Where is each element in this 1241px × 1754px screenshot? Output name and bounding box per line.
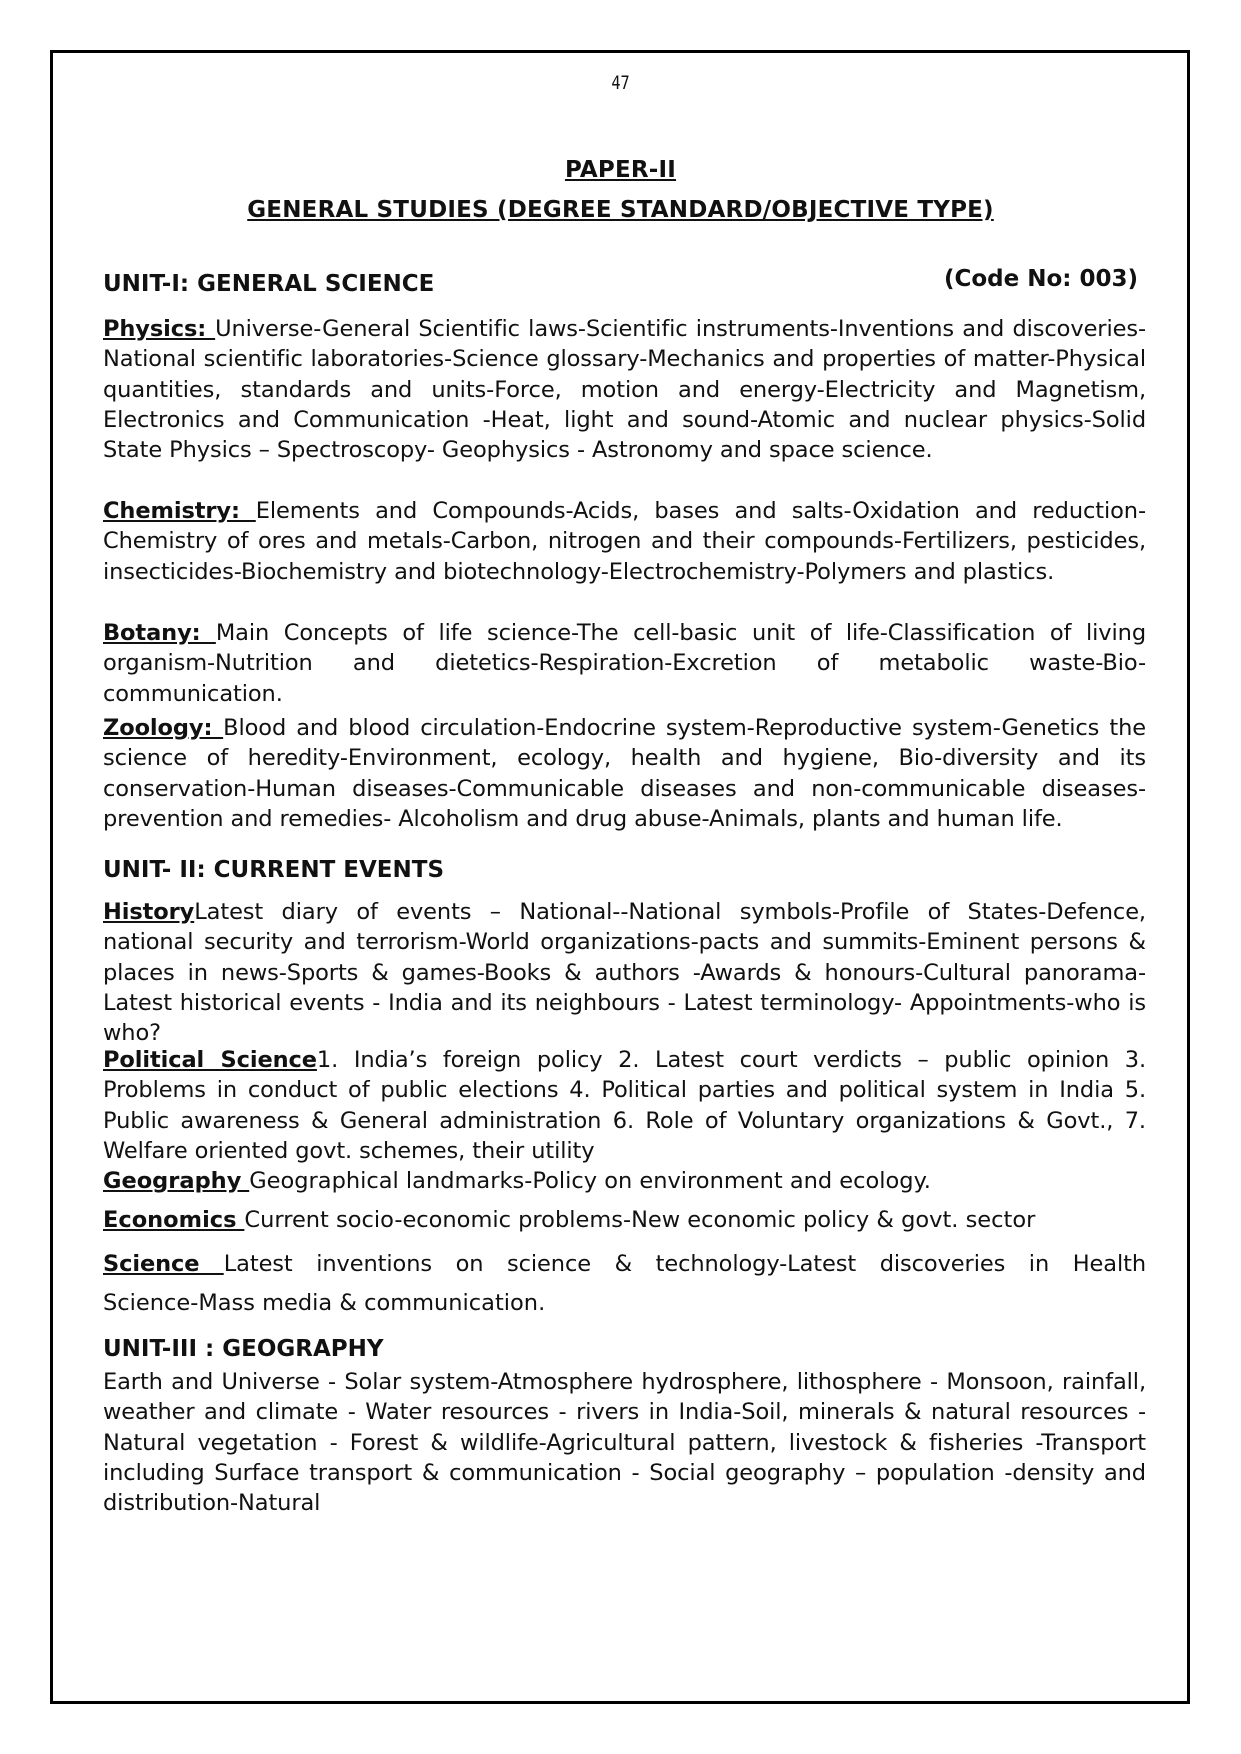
section-zoology bbox=[103, 713, 1146, 834]
section-label: Economics bbox=[103, 1207, 245, 1233]
section-label: Political Science bbox=[103, 1047, 317, 1073]
section-science bbox=[103, 1249, 1146, 1279]
section-text: Latest inventions on science & technology-Latest discoveries in Health bbox=[223, 1251, 1146, 1277]
paper-subtitle: GENERAL STUDIES (DEGREE STANDARD/OBJECTIVE TYPE) bbox=[247, 197, 994, 223]
section-political-science bbox=[103, 1045, 1146, 1166]
section-text: Main Concepts of life science-The cell-basic unit of life-Classification of living organism-Nutrition and dietetics-Respiration-Excretion of metabolic waste-Bio-communication. bbox=[103, 620, 1146, 707]
code-number: (Code No: 003) bbox=[943, 266, 1138, 292]
section-chemistry bbox=[103, 496, 1146, 587]
section-economics bbox=[103, 1207, 1035, 1233]
section-text: Current socio-economic problems-New economic policy & govt. sector bbox=[244, 1207, 1036, 1233]
section-label: Botany: bbox=[103, 620, 216, 646]
page-number: 47 bbox=[611, 72, 630, 94]
unit-heading: UNIT- II: CURRENT EVENTS bbox=[103, 857, 445, 883]
section-label: Geography bbox=[103, 1168, 250, 1194]
section-text: Latest diary of events – National--National symbols-Profile of States-Defence, national security and terrorism-World organizations-pacts and summits-Eminent persons & places in news-Sports & games-Books & authors -Awards & honours-Cultural panorama-Latest historical events - India and its neighbours - Latest terminology- Appointments-who is who? bbox=[103, 899, 1146, 1047]
section-label: Chemistry: bbox=[103, 498, 256, 524]
section-text: Universe-General Scientific laws-Scientific instruments-Inventions and discoveries-National scientific laboratories-Science glossary-Mechanics and properties of matter-Physical quantities, standards and units-Force, motion and energy-Electricity and Magnetism, Electronics and Communication -Heat, light and sound-Atomic and nuclear physics-Solid State Physics – Spectroscopy- Geophysics - Astronomy and space science. bbox=[103, 316, 1146, 464]
unit-heading: UNIT-III : GEOGRAPHY bbox=[103, 1336, 384, 1362]
section-botany bbox=[103, 618, 1146, 709]
section-text: Earth and Universe - Solar system-Atmosphere hydrosphere, lithosphere - Monsoon, rainfall, weather and climate - Water resources - rivers in India-Soil, minerals & natural resources - Natural vegetation - Forest & wildlife-Agricultural pattern, livestock & fisheries -Transport including Surface transport & communication - Social geography – population -density and distribution-Natural bbox=[103, 1369, 1146, 1517]
section-text: Blood and blood circulation-Endocrine system-Reproductive system-Genetics the science of heredity-Environment, ecology, health and hygiene, Bio-diversity and its conservation-Human diseases-Communicable diseases and non-communicable diseases- prevention and remedies- Alcoholism and drug abuse-Animals, plants and human life. bbox=[103, 715, 1146, 832]
section-text: 1. India’s foreign policy 2. Latest court verdicts – public opinion 3. Problems in conduct of public elections 4. Political parties and political system in India 5. Public awareness & General administration 6. Role of Voluntary organizations & Govt., 7. Welfare oriented govt. schemes, their utility bbox=[103, 1047, 1146, 1164]
section-geography-unit bbox=[103, 1367, 1146, 1518]
section-history bbox=[103, 897, 1146, 1048]
section-label: History bbox=[103, 899, 195, 925]
section-label: Zoology: bbox=[103, 715, 224, 741]
section-physics bbox=[103, 314, 1146, 465]
section-text: Geographical landmarks-Policy on environment and ecology. bbox=[249, 1168, 931, 1194]
section-text: Elements and Compounds-Acids, bases and salts-Oxidation and reduction-Chemistry of ores and metals-Carbon, nitrogen and their compounds-Fertilizers, pesticides, insecticides-Biochemistry and biotechnology-Electrochemistry-Polymers and plastics. bbox=[103, 498, 1146, 585]
section-science-continued: Science-Mass media & communication. bbox=[103, 1290, 546, 1316]
paper-title: PAPER-II bbox=[564, 157, 677, 183]
section-label: Physics: bbox=[103, 316, 216, 342]
unit-heading: UNIT-I: GENERAL SCIENCE bbox=[103, 271, 435, 297]
section-label: Science bbox=[103, 1251, 224, 1277]
section-geography bbox=[103, 1168, 931, 1194]
